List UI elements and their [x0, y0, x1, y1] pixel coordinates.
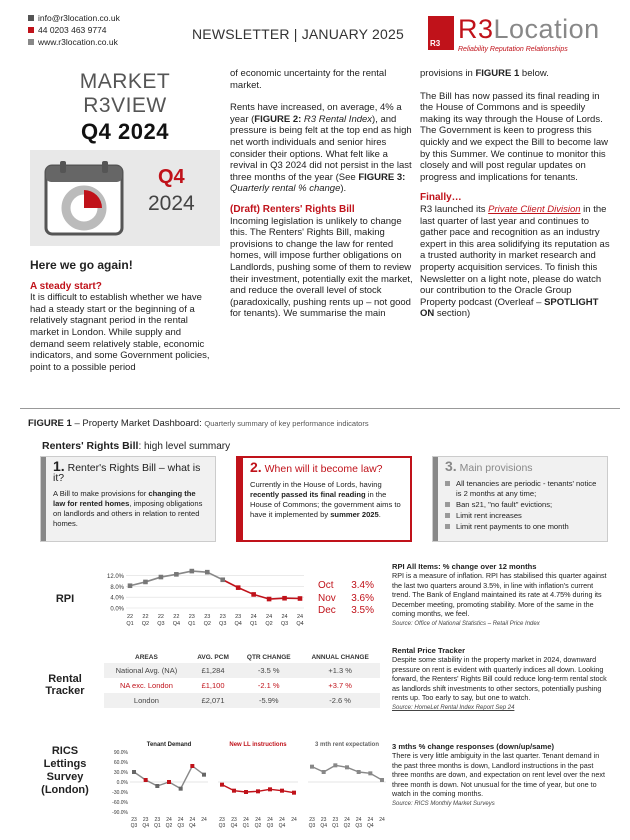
phone-icon	[28, 27, 34, 33]
logo-mark: R3	[428, 16, 454, 50]
x-tick-label: 24	[367, 817, 374, 823]
x-tick-label: 24	[201, 817, 207, 823]
x-tick-label: 24	[379, 817, 385, 823]
x-tick-label: 24	[266, 614, 273, 620]
email-icon	[28, 15, 34, 21]
web-icon	[28, 39, 34, 45]
x-tick-label: 22	[173, 614, 180, 620]
x-tick-label: Q3	[219, 621, 227, 627]
data-point	[357, 770, 361, 774]
y-tick-label: 90.0%	[113, 750, 128, 756]
newsletter-title: NEWSLETTER | JANUARY 2025	[192, 26, 404, 42]
email-link[interactable]: info@r3location.co.uk	[38, 13, 120, 23]
series-segment	[207, 572, 222, 580]
data-point	[322, 770, 326, 774]
provision-item: Ban s21, "no fault" evictions;	[445, 500, 599, 510]
x-tick-label: 24	[291, 817, 297, 823]
table-row: NA exc. London £1,100 -2.1 % +3.7 %	[119, 681, 352, 690]
x-tick-label: Q4	[278, 823, 286, 829]
x-tick-label: 23	[188, 614, 195, 620]
series-segment	[238, 588, 253, 595]
masthead-line1: MARKET	[79, 70, 171, 93]
y-tick-label: 0.0%	[116, 780, 128, 786]
x-tick-label: Q1	[126, 621, 134, 627]
col2-p2: Rents have increased, on average, 4% a year (FIGURE 2: R3 Rental Index), and pressure is being felt at the top end as high net worth individuals and senior hires consider their options. What felt like a revival in Q3 2024 did not persist in the last three months of the year (See FIGURE 3: Quarterly rental % change).	[230, 102, 412, 195]
x-tick-label: Q1	[153, 823, 161, 829]
rpi-chart	[100, 562, 310, 634]
chart-title: Tenant Demand	[146, 742, 192, 748]
x-tick-label: 22	[157, 614, 164, 620]
data-point	[256, 789, 260, 793]
x-tick-label: 24	[355, 817, 362, 823]
rpi-label: RPI	[55, 593, 75, 605]
data-point	[167, 780, 171, 784]
rics-commentary: 3 mths % change responses (down/up/same) There is very little ambiguity in the last quarter. Tenant demand in the past three months is down, Landlord instructions in the past three months are down, and expectation on rent level over the next three month is down. Not unusual for the time of year, but one to watch in the coming months. Source: RICS Monthly Market Surveys	[392, 742, 605, 808]
x-tick-label: Q2	[165, 823, 173, 829]
data-point	[310, 765, 314, 769]
x-tick-label: Q1	[188, 621, 196, 627]
x-tick-label: 23	[332, 817, 339, 823]
y-tick-label: -60.0%	[112, 800, 128, 806]
hero-quarter: Q4	[158, 166, 185, 188]
x-tick-label: Q3	[218, 823, 226, 829]
steady-start-heading: A steady start?	[30, 280, 102, 292]
data-point	[174, 572, 179, 577]
series-segment	[181, 766, 193, 789]
data-point	[128, 583, 133, 588]
x-tick-label: 24	[166, 817, 172, 823]
provision-item: All tenancies are periodic - tenants' notice is 2 months at any time;	[445, 479, 599, 499]
data-point	[159, 575, 164, 580]
x-tick-label: Q2	[141, 621, 150, 627]
x-tick-label: 24	[255, 817, 261, 823]
steady-start-text: It is difficult to establish whether we have had a steady start or the beginning of a relatively stagnant period in the rental market in London. While supply and demand seem relatively stable, economic indicators, and some Government policies, point to a possible period	[30, 292, 210, 373]
data-point	[280, 789, 284, 793]
x-tick-label: Q3	[130, 823, 138, 829]
x-tick-label: 23	[204, 614, 211, 620]
website-link[interactable]: www.r3location.co.uk	[38, 37, 118, 47]
rental-tracker-table: AREAS AVG. PCM QTR CHANGE ANNUAL CHANGE National Avg. (NA) £1,284 -3.5 % +1.3 % NA exc. London £1,100 -2.1 % +3.7 % London £2,071 -5.9% -2.6 %	[104, 652, 380, 708]
x-tick-label: Q3	[280, 621, 289, 627]
renters-rights-heading: (Draft) Renters' Rights Bill	[230, 203, 355, 215]
data-point	[368, 771, 372, 775]
y-tick-label: -90.0%	[112, 810, 128, 816]
data-point	[251, 592, 256, 597]
x-tick-label: Q3	[308, 823, 316, 829]
data-point	[179, 787, 183, 791]
x-tick-label: 23	[309, 817, 315, 823]
x-tick-label: Q4	[142, 823, 150, 829]
x-tick-label: Q3	[157, 621, 165, 627]
data-point	[202, 773, 206, 777]
data-point	[190, 569, 195, 574]
x-tick-label: Q1	[242, 823, 250, 829]
provision-item: Limit rent payments to one month	[445, 522, 599, 532]
card-when-law: 2. When will it become law? Currently in the House of Lords, having recently passed its final reading in the House of Commons; the government aims to have it implemented by summer 2025.	[236, 456, 412, 542]
private-client-link[interactable]: Private Client Division	[488, 203, 581, 215]
x-tick-label: 22	[126, 614, 134, 620]
data-point	[244, 790, 248, 794]
data-point	[205, 570, 210, 575]
logo-tagline: Reliability Reputation Relationships	[458, 46, 568, 53]
x-tick-label: 23	[219, 614, 226, 620]
x-tick-label: Q2	[265, 621, 273, 627]
data-point	[292, 791, 296, 795]
hero-banner	[30, 150, 220, 246]
masthead	[30, 70, 220, 144]
data-point	[132, 770, 136, 774]
x-tick-label: Q4	[296, 621, 304, 627]
x-tick-label: 23	[219, 817, 225, 823]
col2-p1: of economic uncertainty for the rental market.	[230, 68, 387, 91]
x-tick-label: 23	[131, 817, 137, 823]
data-point	[220, 783, 224, 787]
contact-block	[28, 12, 120, 48]
x-tick-label: Q4	[230, 823, 238, 829]
series-segment	[176, 571, 191, 574]
col3-p3: R3 launched its Private Client Division in the last quarter of last year and continues to gather pace and recognition as an industry expert in this area solidifying its reputation as a trusted authority in market research and property acquisition services. To finish this Newsletter on a light note, please do watch our contribution to the Oracle Group Property podcast (Overleaf – SPOTLIGHT ON section)	[420, 203, 610, 320]
rpi-commentary: RPI All Items: % change over 12 months RPI is a measure of inflation. RPI has stabilised this quarter against the last two quarters around 3.5%, in line with inflation's current trend. The Bank of England maintained its rate at 4.75% during its December meeting, promoting stability. More of the same in the coming months, we feel. Source: Office of National Statistics – Retail Price Index	[392, 562, 607, 628]
series-segment	[269, 598, 284, 599]
x-tick-label: 24	[189, 817, 196, 823]
x-tick-label: Q2	[203, 621, 211, 627]
table-row: London £2,071 -5.9% -2.6 %	[104, 693, 380, 708]
data-point	[190, 764, 194, 768]
series-segment	[145, 577, 160, 582]
data-point	[345, 765, 349, 769]
x-tick-label: Q4	[366, 823, 374, 829]
x-tick-label: 24	[296, 614, 304, 620]
data-point	[144, 778, 148, 782]
data-point	[380, 778, 384, 782]
data-point	[232, 789, 236, 793]
x-tick-label: Q3	[355, 823, 363, 829]
card-what-is-it: 1. Renter's Rights Bill – what is it? A Bill to make provisions for changing the law for rented homes, imposing obligations on landlords and others in relation to rented homes.	[40, 456, 216, 542]
x-tick-label: 24	[177, 817, 184, 823]
y-tick-label: 30.0%	[113, 770, 128, 776]
card-main-provisions: 3. Main provisions All tenancies are periodic - tenants' notice is 2 months at any time; Ban s21, "no fault" evictions; Limit rent increases Limit rent payments to one month	[432, 456, 608, 542]
y-tick-label: 8.0%	[110, 584, 124, 591]
x-tick-label: Q4	[320, 823, 328, 829]
x-tick-label: 24	[344, 817, 350, 823]
data-point	[333, 763, 337, 767]
x-tick-label: 23	[142, 817, 149, 823]
data-point	[268, 787, 272, 791]
x-tick-label: Q3	[177, 823, 185, 829]
col3-p1: provisions in FIGURE 1 below.	[420, 68, 549, 79]
rics-charts	[98, 738, 388, 834]
x-tick-label: Q4	[172, 621, 181, 627]
phone-number[interactable]: 44 0203 463 9774	[38, 25, 107, 35]
rics-label: RICS Lettings Survey (London)	[41, 745, 89, 796]
x-tick-label: 23	[235, 614, 242, 620]
series-segment	[130, 582, 145, 586]
data-point	[298, 596, 303, 601]
y-tick-label: 0.0%	[110, 606, 124, 613]
hero-year: 2024	[148, 192, 195, 215]
chart-title: New LL instructions	[229, 742, 287, 748]
rrb-summary-title: Renters' Rights Bill: high level summary	[42, 440, 231, 452]
col2-p3: Incoming legislation is unlikely to change this. The Renters' Rights Bill, making provisions to change the law for rented homes, will impose further obligations on Landlords, pushing some of them to review their investment, potentially exit the market, and reduce the overall level of stock (paradoxically, pushing rents up – not good for tenants). We summarise the main	[230, 215, 413, 320]
col3-p2: The Bill has now passed its final reading in the House of Commons and is speedily making its way through the House of Lords. The Government is keen to progress this quickly and we expect the Bill to become law by this Summer. We continue to monitor this closely and will post regular updates on progress and implications for tenants.	[420, 90, 608, 183]
x-tick-label: 23	[154, 817, 161, 823]
x-tick-label: Q2	[254, 823, 262, 829]
masthead-quarter: Q4 2024	[81, 119, 169, 144]
chart-title: 3 mth rent expectation	[314, 742, 380, 748]
data-point	[143, 580, 148, 585]
series-segment	[254, 594, 269, 599]
y-tick-label: -30.0%	[112, 790, 128, 796]
data-point	[155, 784, 159, 788]
rental-tracker-label: Rental Tracker	[45, 673, 85, 697]
x-tick-label: 24	[267, 817, 273, 823]
data-point	[236, 585, 241, 590]
section-divider	[20, 408, 620, 409]
calendar-icon	[42, 160, 126, 238]
x-tick-label: Q4	[188, 823, 196, 829]
column-1	[30, 260, 216, 373]
finally-heading: Finally…	[420, 192, 462, 204]
rental-tracker-commentary: Rental Price Tracker Despite some stability in the property market in 2024, downward pressure on rent is evident with quarterly indices all down. Looking forward, the Renters' Rights Bill could reduce long-term rental stock as landlords shift investments to other sectors, potentially pushing rents up. Too early to say, but one to watch. Source: HomeLet Rental Index Report Sep 24	[392, 646, 607, 712]
column-2	[230, 68, 416, 320]
x-tick-label: 23	[231, 817, 237, 823]
y-tick-label: 12.0%	[106, 573, 124, 580]
masthead-line2: R3VIEW	[83, 94, 167, 117]
x-tick-label: 24	[250, 614, 257, 620]
x-tick-label: Q1	[331, 823, 339, 829]
rpi-month-values: Oct 3.4% Nov 3.6% Dec 3.5%	[318, 580, 374, 616]
data-point	[282, 596, 287, 601]
x-tick-label: 23	[320, 817, 327, 823]
r3location-logo: R3 R3Location Reliability Reputation Relationships	[430, 14, 600, 53]
x-tick-label: Q4	[234, 621, 242, 627]
column-3	[420, 68, 610, 320]
y-tick-label: 4.0%	[110, 595, 124, 602]
data-point	[220, 577, 225, 582]
x-tick-label: 24	[279, 817, 285, 823]
x-tick-label: 24	[243, 817, 249, 823]
y-tick-label: 60.0%	[113, 760, 128, 766]
x-tick-label: Q1	[249, 621, 258, 627]
x-tick-label: Q2	[343, 823, 351, 829]
x-tick-label: 22	[142, 614, 149, 620]
series-segment	[192, 571, 207, 572]
figure1-title: FIGURE 1 – Property Market Dashboard: Quarterly summary of key performance indicators	[28, 418, 369, 429]
table-row: National Avg. (NA) £1,284 -3.5 % +1.3 %	[104, 663, 380, 678]
x-tick-label: Q3	[266, 823, 274, 829]
intro-heading: Here we go again!	[30, 258, 133, 272]
x-tick-label: 24	[281, 614, 288, 620]
provision-item: Limit rent increases	[445, 511, 599, 521]
data-point	[267, 597, 272, 602]
